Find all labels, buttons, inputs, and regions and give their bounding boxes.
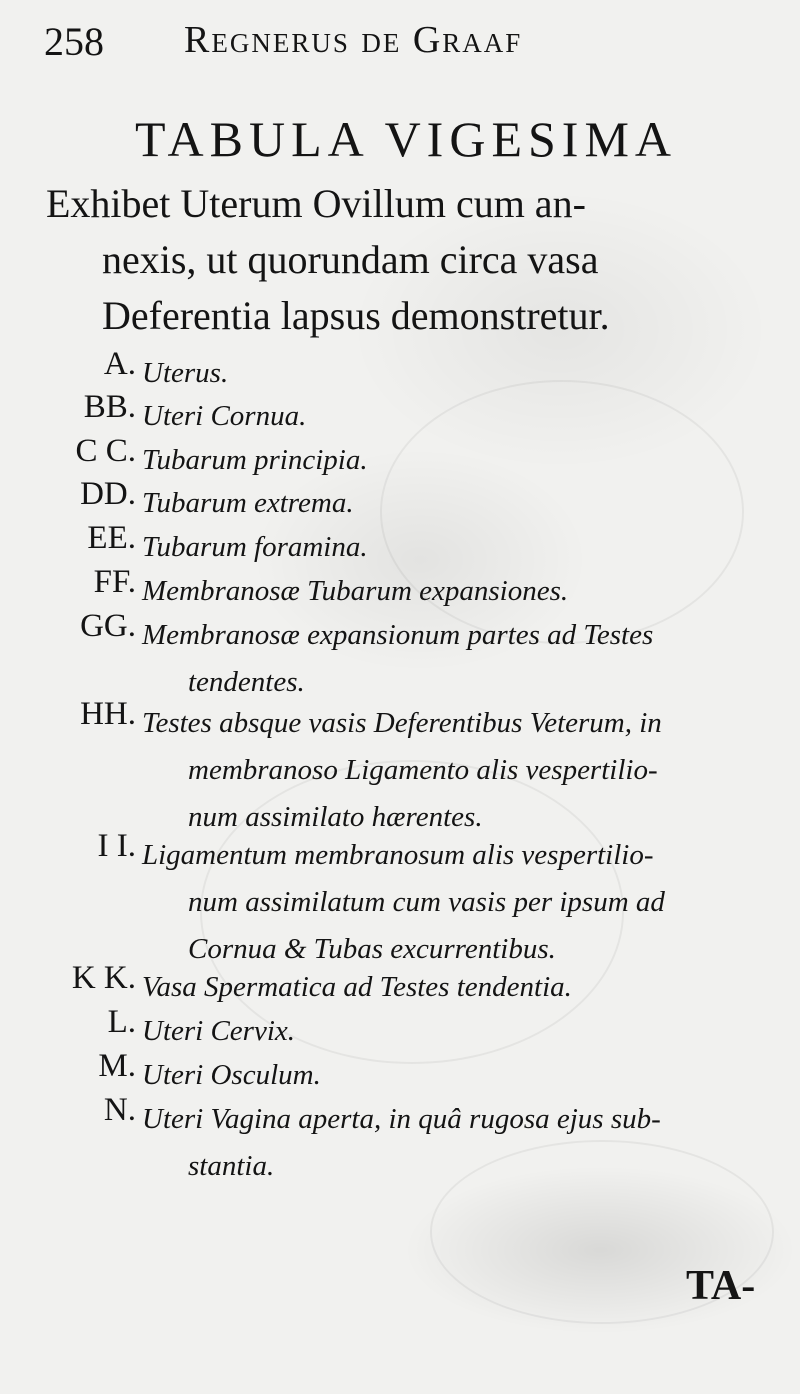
legend-key: FF.	[93, 564, 136, 600]
legend-key: DD.	[80, 476, 136, 512]
legend-description: Tubarum foramina.	[142, 531, 368, 563]
legend-description: Membranosæ expansionum partes ad Testes tendentes.	[142, 619, 654, 698]
legend-key: A.	[103, 346, 136, 382]
legend-key: EE.	[87, 520, 136, 556]
legend-key: HH.	[80, 696, 136, 732]
subtitle-line: Exhibet Uterum Ovillum cum an-	[46, 181, 586, 226]
legend-key: M.	[98, 1048, 136, 1084]
catchword: TA-	[686, 1263, 756, 1309]
legend-key: C C.	[75, 433, 136, 469]
subtitle-line: Deferentia lapsus demonstretur.	[102, 293, 610, 338]
legend-key: N.	[103, 1092, 136, 1128]
legend-description: Uterus.	[142, 357, 229, 389]
legend-description: Tubarum extrema.	[142, 487, 354, 519]
legend-description: Uteri Cornua.	[142, 400, 307, 432]
legend-description: Uteri Vagina aperta, in quâ rugosa ejus sub- stantia.	[142, 1103, 661, 1182]
legend-description: Ligamentum membranosum alis vespertilio- num assimilatum cum vasis per ipsum ad Cornua & Tubas excurrentibus.	[142, 839, 665, 965]
legend-description: Testes absque vasis Deferentibus Veterum, in membranoso Ligamento alis vespertilio- num assimilato hærentes.	[142, 707, 662, 833]
plate-subtitle	[46, 176, 766, 344]
legend-key: L.	[107, 1004, 136, 1040]
legend-description: Tubarum principia.	[142, 444, 368, 476]
legend-description: Vasa Spermatica ad Testes tendentia.	[142, 971, 572, 1003]
subtitle-line: nexis, ut quorundam circa vasa	[102, 237, 599, 282]
legend-description: Uteri Cervix.	[142, 1015, 296, 1047]
legend-description: Uteri Osculum.	[142, 1059, 321, 1091]
legend-key: I I.	[97, 828, 136, 864]
legend-key: K K.	[71, 960, 136, 996]
legend-key: GG.	[80, 608, 136, 644]
running-title: Regnerus de Graaf	[184, 19, 523, 61]
page-number: 258	[44, 19, 104, 64]
plate-title: TABULA VIGESIMA	[134, 111, 678, 167]
legend-key: BB.	[83, 389, 136, 425]
legend-description: Membranosæ Tubarum expansiones.	[142, 575, 569, 607]
